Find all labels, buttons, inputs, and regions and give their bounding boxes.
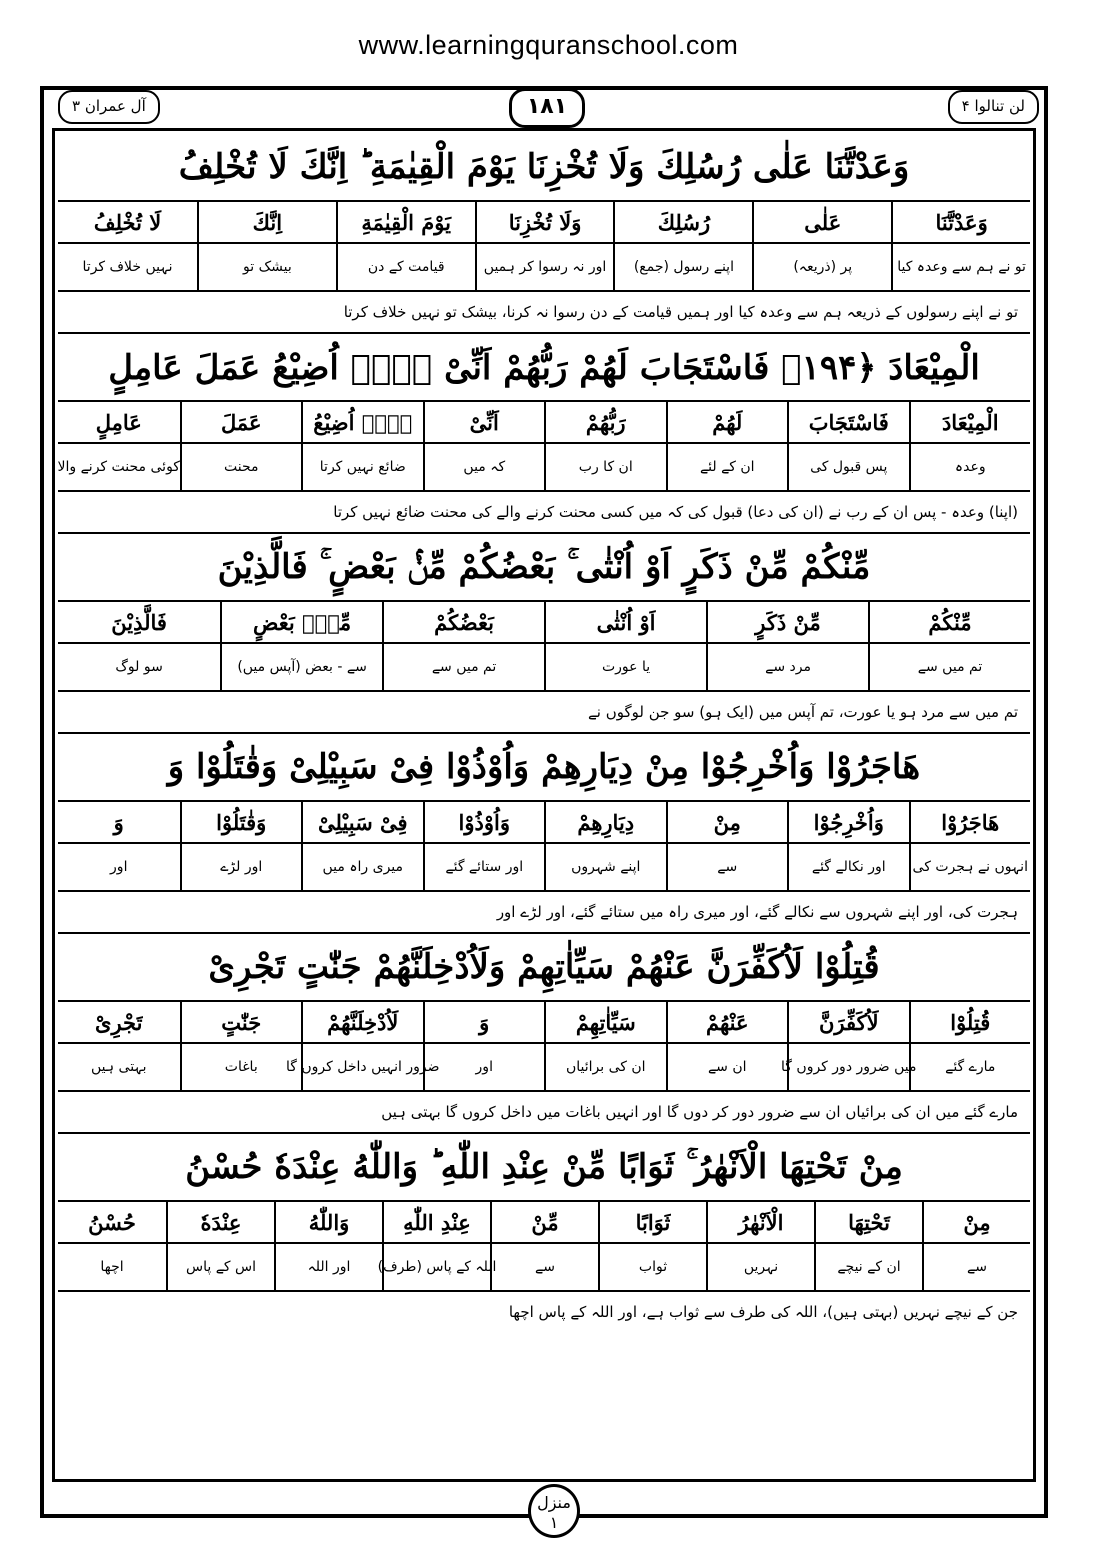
urdu-translation-line: تو نے اپنے رسولوں کے ذریعہ ہم سے وعدہ کیا اور ہمیں قیامت کے دن رسوا نہ کرنا، بیشک تو نہیں خلاف کرتا <box>58 292 1030 334</box>
arabic-word: وَ <box>423 1002 545 1042</box>
surah-name-badge: آل عمران ۳ <box>58 90 160 124</box>
urdu-meaning: اور اللہ <box>274 1244 382 1290</box>
arabic-word: مِنْ <box>922 1202 1030 1242</box>
arabic-word: اِنَّكَ <box>197 202 336 242</box>
arabic-word: ثَوَابًا <box>598 1202 706 1242</box>
urdu-meaning: نہیں خلاف کرتا <box>82 259 173 275</box>
urdu-meaning: ضائع نہیں کرتا <box>301 444 423 490</box>
manzil-label: منزل <box>537 1493 571 1512</box>
urdu-meaning: اور <box>110 859 128 875</box>
arabic-word: فَالَّذِيْنَ <box>111 609 167 635</box>
urdu-meaning: میری راہ میں <box>301 844 423 890</box>
arabic-word: عِنْدَهٗ <box>166 1202 274 1242</box>
urdu-meaning: ضرور انہیں داخل کروں گا <box>301 1044 423 1090</box>
urdu-meaning: سو لوگ <box>115 659 163 675</box>
arabic-word: وَاُوْذُوْا <box>423 802 545 842</box>
urdu-meaning: اس کے پاس <box>166 1244 274 1290</box>
urdu-meaning: تو نے ہم سے وعدہ کیا <box>891 244 1030 290</box>
word-by-word-table <box>58 134 1030 1332</box>
arabic-word: حُسْنُ <box>88 1209 136 1235</box>
arabic-words-row <box>58 802 1030 844</box>
arabic-word: لَاۤ اُضِيْعُ <box>301 402 423 442</box>
urdu-translation-line: تم میں سے مرد ہو یا عورت، تم آپس میں (ایک ہو) سو جن لوگوں نے <box>58 692 1030 734</box>
urdu-meaning: بہتی ہیں <box>90 1059 147 1075</box>
manzil-badge <box>528 1484 580 1538</box>
urdu-meanings-row <box>58 244 1030 292</box>
arabic-word: عَامِلٍ <box>95 409 142 435</box>
urdu-meanings-row <box>58 1044 1030 1092</box>
arabic-words-row <box>58 1002 1030 1044</box>
arabic-word: بَعْضُكُمْ <box>382 602 544 642</box>
urdu-meaning: ثواب <box>598 1244 706 1290</box>
urdu-meaning: اللہ کے پاس (طرف) <box>382 1244 490 1290</box>
arabic-word: الْاَنْهٰرُ <box>706 1202 814 1242</box>
ayah-line: مِّنْكُمْ مِّنْ ذَكَرٍ اَوْ اُنْثٰى ۚ بَعْضُكُمْ مِّنْۢ بَعْضٍ ۚ فَالَّذِيْنَ <box>58 534 1030 602</box>
arabic-word: وَلَا تُخْزِنَا <box>475 202 614 242</box>
urdu-meaning: یا عورت <box>544 644 706 690</box>
arabic-word: لَاُدْخِلَنَّهُمْ <box>301 1002 423 1042</box>
arabic-words-row <box>58 402 1030 444</box>
arabic-words-row <box>58 1202 1030 1244</box>
urdu-meaning: اور لڑے <box>180 844 302 890</box>
arabic-word: يَوْمَ الْقِيٰمَةِ <box>336 202 475 242</box>
urdu-meaning: تم میں سے <box>868 644 1030 690</box>
arabic-word: رَبُّهُمْ <box>544 402 666 442</box>
arabic-word: سَيِّاٰتِهِمْ <box>544 1002 666 1042</box>
arabic-word: فَاسْتَجَابَ <box>787 402 909 442</box>
ayah-line: هَاجَرُوْا وَاُخْرِجُوْا مِنْ دِيَارِهِمْ وَاُوْذُوْا فِىْ سَبِيْلِىْ وَقٰتَلُوْا وَ <box>58 734 1030 802</box>
arabic-word: فِىْ سَبِيْلِىْ <box>301 802 423 842</box>
ayah-line: وَعَدْتَّنَا عَلٰى رُسُلِكَ وَلَا تُخْزِنَا يَوْمَ الْقِيٰمَةِ ؕ اِنَّكَ لَا تُخْلِفُ <box>58 134 1030 202</box>
arabic-word: مِّنْۢ بَعْضٍ <box>220 602 382 642</box>
arabic-words-row <box>58 202 1030 244</box>
urdu-meaning: اچھا <box>100 1259 124 1275</box>
urdu-meaning: پس قبول کی <box>787 444 909 490</box>
urdu-meaning: مارے گئے <box>909 1044 1031 1090</box>
urdu-meaning: وعدہ <box>909 444 1031 490</box>
arabic-word: دِيَارِهِمْ <box>544 802 666 842</box>
urdu-meaning: ان کے نیچے <box>814 1244 922 1290</box>
arabic-word: لَهُمْ <box>666 402 788 442</box>
arabic-word: رُسُلِكَ <box>613 202 752 242</box>
ayah-line: قُتِلُوْا لَاُكَفِّرَنَّ عَنْهُمْ سَيِّاٰتِهِمْ وَلَاُدْخِلَنَّهُمْ جَنّٰتٍ تَجْرِىْ <box>58 934 1030 1002</box>
arabic-word: عَمَلَ <box>180 402 302 442</box>
urdu-meaning: اور نکالے گئے <box>787 844 909 890</box>
urdu-meaning: کہ میں <box>423 444 545 490</box>
ayah-line: الْمِيْعَادَ ﴿۱۹۴﴾ فَاسْتَجَابَ لَهُمْ رَبُّهُمْ اَنِّىْ لَاۤ اُضِيْعُ عَمَلَ عَامِلٍ <box>58 334 1030 402</box>
urdu-meaning: سے <box>922 1244 1030 1290</box>
urdu-translation-line: جن کے نیچے نہریں (بہتی ہیں)، اللہ کی طرف سے ثواب ہے، اور اللہ کے پاس اچھا <box>508 1303 1018 1321</box>
urdu-meaning: ان سے <box>666 1044 788 1090</box>
arabic-word: مِنْ <box>666 802 788 842</box>
urdu-meaning: باغات <box>180 1044 302 1090</box>
urdu-meaning: اور ستائے گئے <box>423 844 545 890</box>
arabic-word: اَوْ اُنْثٰى <box>544 602 706 642</box>
urdu-meanings-row <box>58 1244 1030 1292</box>
urdu-meaning: سے <box>666 844 788 890</box>
ayah-line: مِنْ تَحْتِهَا الْاَنْهٰرُ ۚ ثَوَابًا مِّنْ عِنْدِ اللّٰهِ ؕ وَاللّٰهُ عِنْدَهٗ حُسْنُ <box>58 1134 1030 1202</box>
urdu-meaning: سے - بعض (آپس میں) <box>220 644 382 690</box>
urdu-meaning: اپنے رسول (جمع) <box>613 244 752 290</box>
arabic-word: وَاللّٰهُ <box>274 1202 382 1242</box>
urdu-meaning: کوئی محنت کرنے والا <box>57 459 180 475</box>
urdu-meaning: ان کے لئے <box>666 444 788 490</box>
urdu-meaning: ان کی برائیاں <box>544 1044 666 1090</box>
site-url: www.learningquranschool.com <box>358 30 739 60</box>
arabic-word: عِنْدِ اللّٰهِ <box>382 1202 490 1242</box>
urdu-meaning: تم میں سے <box>382 644 544 690</box>
urdu-translation-line: (اپنا) وعدہ - پس ان کے رب نے (ان کی دعا) قبول کی کہ میں کسی محنت کرنے والے کی محنت ضائع نہیں کرتا <box>58 492 1030 534</box>
urdu-meanings-row <box>58 444 1030 492</box>
arabic-word: وَ <box>113 809 124 835</box>
urdu-meaning: اپنے شہروں <box>544 844 666 890</box>
urdu-meaning: اور <box>423 1044 545 1090</box>
urdu-meaning: محنت <box>180 444 302 490</box>
arabic-word: تَجْرِىْ <box>95 1009 143 1035</box>
arabic-word: وَاُخْرِجُوْا <box>787 802 909 842</box>
manzil-number: ۱ <box>549 1513 559 1532</box>
arabic-word: قُتِلُوْا <box>909 1002 1031 1042</box>
urdu-meaning: سے <box>490 1244 598 1290</box>
arabic-word: مِّنْ ذَكَرٍ <box>706 602 868 642</box>
arabic-word: جَنّٰتٍ <box>180 1002 302 1042</box>
urdu-translation-line: ہجرت کی، اور اپنے شہروں سے نکالے گئے، اور میری راہ میں ستائے گئے، اور لڑے اور <box>58 892 1030 934</box>
arabic-word: الْمِيْعَادَ <box>909 402 1031 442</box>
urdu-meanings-row <box>58 844 1030 892</box>
arabic-word: اَنِّىْ <box>423 402 545 442</box>
arabic-word: لَا تُخْلِفُ <box>93 209 162 235</box>
urdu-meaning: مرد سے <box>706 644 868 690</box>
page-number: ١٨١ <box>509 88 585 128</box>
urdu-meaning: اور نہ رسوا کر ہمیں <box>475 244 614 290</box>
arabic-word: عَنْهُمْ <box>666 1002 788 1042</box>
arabic-word: وَقٰتَلُوْا <box>180 802 302 842</box>
urdu-meaning: ان کا رب <box>544 444 666 490</box>
arabic-word: مِّنْكُمْ <box>868 602 1030 642</box>
arabic-word: وَعَدْتَّنَا <box>891 202 1030 242</box>
urdu-meaning: پر (ذریعہ) <box>752 244 891 290</box>
arabic-word: لَاُكَفِّرَنَّ <box>787 1002 909 1042</box>
juz-name-badge: لن تنالوا ۴ <box>948 90 1039 124</box>
urdu-translation-line: مارے گئے میں ان کی برائیاں ان سے ضرور دور کر دوں گا اور انہیں باغات میں داخل کروں گا بہتی ہیں <box>58 1092 1030 1134</box>
urdu-meaning: میں ضرور دور کروں گا <box>787 1044 909 1090</box>
urdu-meaning: قیامت کے دن <box>336 244 475 290</box>
arabic-words-row <box>58 602 1030 644</box>
arabic-word: هَاجَرُوْا <box>909 802 1031 842</box>
arabic-word: مِّنْ <box>490 1202 598 1242</box>
arabic-word: تَحْتِهَا <box>814 1202 922 1242</box>
urdu-meanings-row <box>58 644 1030 692</box>
urdu-meaning: نہریں <box>706 1244 814 1290</box>
urdu-meaning: انہوں نے ہجرت کی <box>909 844 1031 890</box>
arabic-word: عَلٰى <box>752 202 891 242</box>
urdu-meaning: بیشک تو <box>197 244 336 290</box>
